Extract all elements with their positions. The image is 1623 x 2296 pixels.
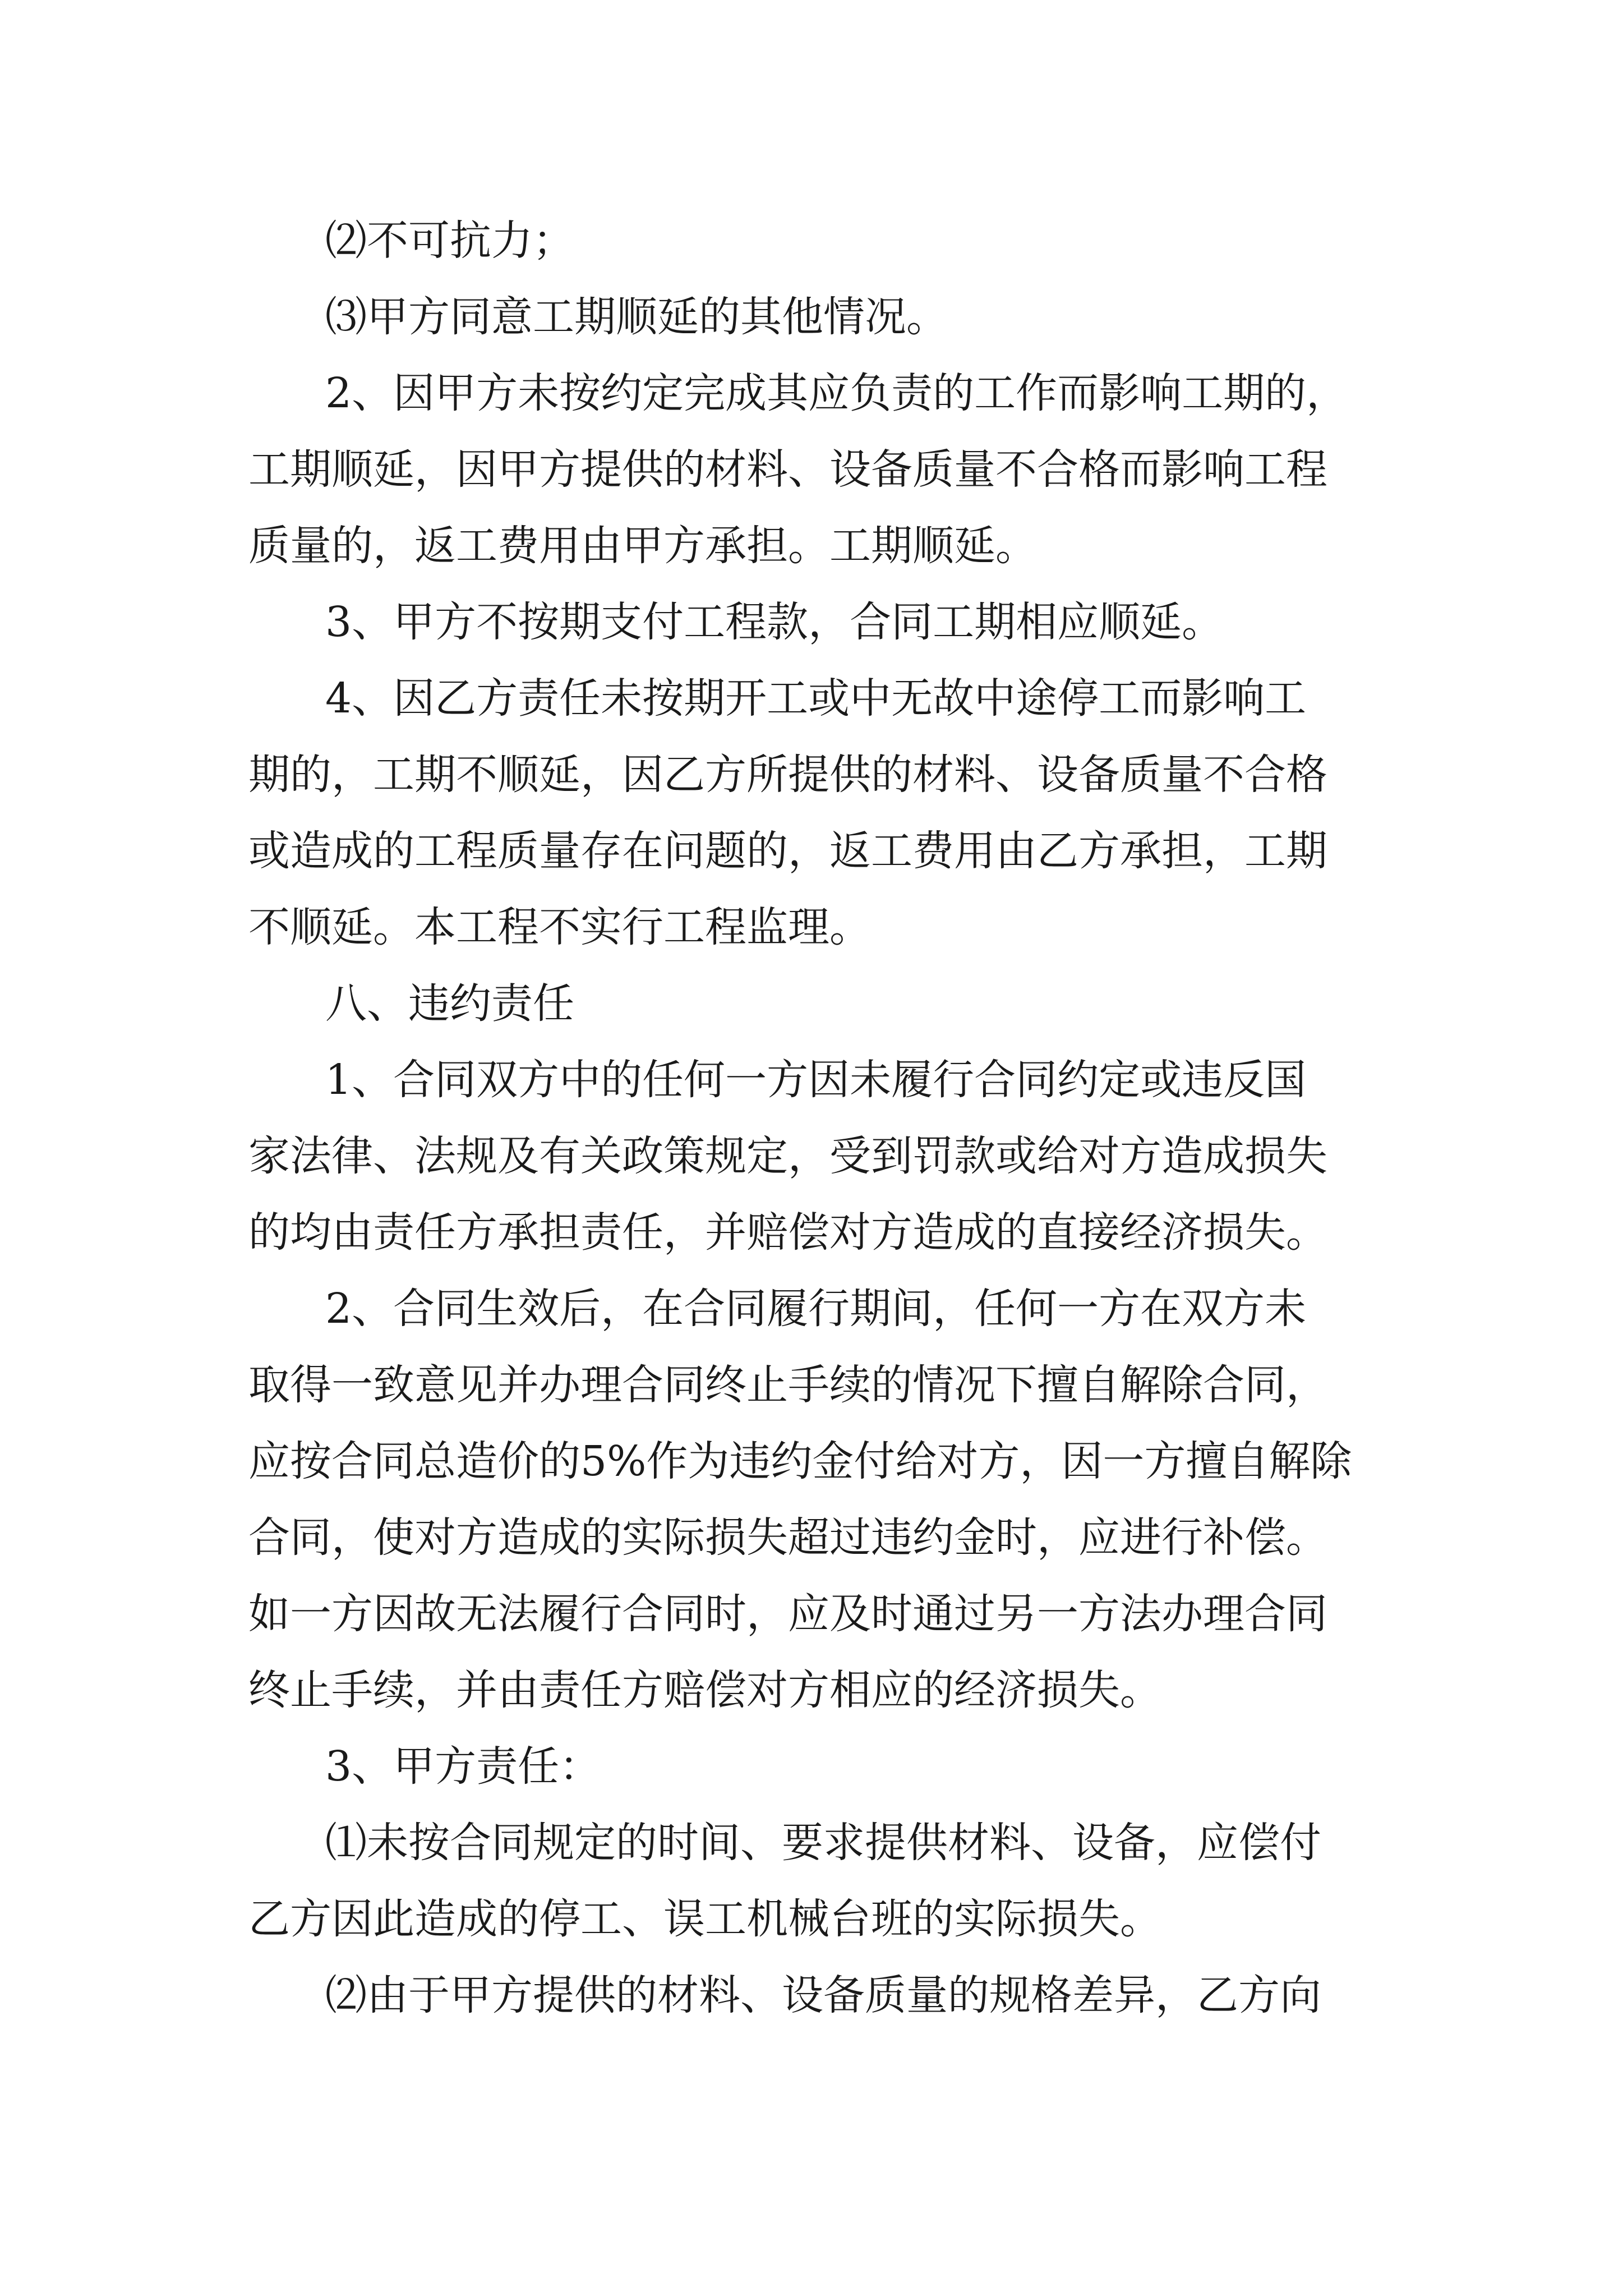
text-line: 2、因甲方未按约定完成其应负责的工作而影响工期的，	[325, 369, 1348, 417]
text-line: ⑴未按合同规定的时间、要求提供材料、设备，应偿付	[325, 1819, 1321, 1867]
text-line: 应按合同总造价的5%作为违约金付给对方，因一方擅自解除	[248, 1437, 1352, 1485]
text-line: 质量的，返工费用由甲方承担。工期顺延。	[248, 522, 1037, 570]
text-line: 3、甲方不按期支付工程款，合同工期相应顺延。	[325, 598, 1224, 646]
section-heading: 八、违约责任	[325, 979, 574, 1028]
text-line: 如一方因故无法履行合同时，应及时通过另一方法办理合同	[248, 1590, 1327, 1638]
text-line: ⑵不可抗力；	[325, 217, 574, 265]
text-line: 的均由责任方承担责任，并赔偿对方造成的直接经济损失。	[248, 1208, 1327, 1257]
text-line: ⑵由于甲方提供的材料、设备质量的规格差异，乙方向	[325, 1971, 1321, 2019]
text-line: 取得一致意见并办理合同终止手续的情况下擅自解除合同，	[248, 1361, 1327, 1409]
text-line: 不顺延。本工程不实行工程监理。	[248, 903, 871, 951]
text-line: 乙方因此造成的停工、误工机械台班的实际损失。	[248, 1895, 1161, 1943]
text-line: 2、合同生效后，在合同履行期间，任何一方在双方未	[325, 1285, 1307, 1333]
text-line: 期的，工期不顺延，因乙方所提供的材料、设备质量不合格	[248, 751, 1327, 799]
text-line: 家法律、法规及有关政策规定，受到罚款或给对方造成损失	[248, 1132, 1327, 1180]
text-line: 4、因乙方责任未按期开工或中无故中途停工而影响工	[325, 674, 1307, 723]
text-line: 1、合同双方中的任何一方因未履行合同约定或违反国	[325, 1056, 1307, 1104]
text-line: ⑶甲方同意工期顺延的其他情况。	[325, 293, 948, 341]
text-line: 工期顺延，因甲方提供的材料、设备质量不合格而影响工程	[248, 445, 1327, 494]
text-line: 合同，使对方造成的实际损失超过违约金时，应进行补偿。	[248, 1513, 1327, 1562]
text-line: 终止手续，并由责任方赔偿对方相应的经济损失。	[248, 1666, 1161, 1714]
text-line: 3、甲方责任：	[325, 1742, 601, 1791]
text-line: 或造成的工程质量存在问题的，返工费用由乙方承担，工期	[248, 827, 1327, 875]
